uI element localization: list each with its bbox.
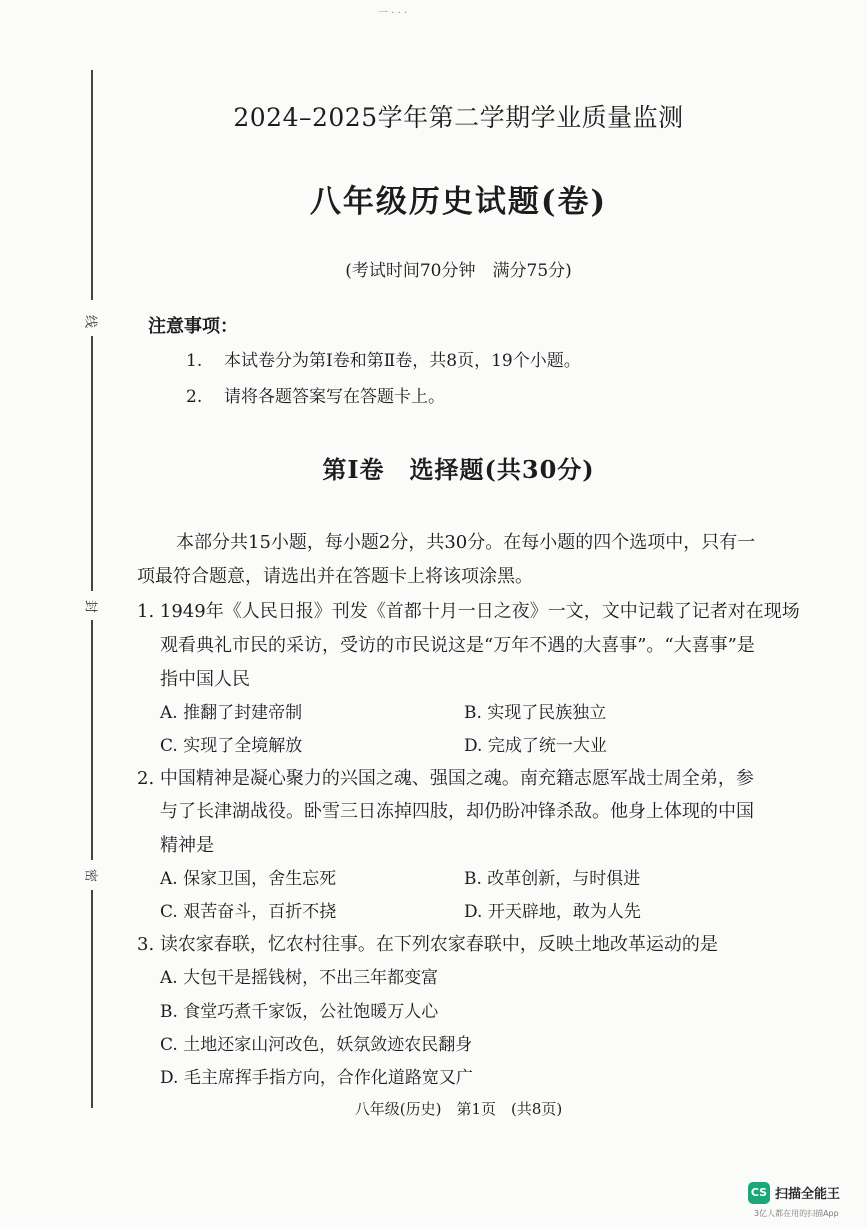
question-2-stem-line: 精神是 [160,835,214,856]
binding-char-feng: 封 [83,599,102,615]
notice-item-text: 本试卷分为第Ⅰ卷和第Ⅱ卷，共8页，19个小题。 [224,351,581,371]
notice-item-text: 请将各题答案写在答题卡上。 [224,387,445,407]
binding-char-mi: 密 [83,868,102,884]
question-1-option-b: B. 实现了民族独立 [464,703,607,723]
scanner-tagline: 3亿人都在用的扫描App [754,1209,839,1218]
notice-item [186,382,445,407]
question-1-stem-line: 1. 1949年《人民日报》刊发《首都十月一日之夜》一文，文中记载了记者对在现场 [137,601,800,622]
question-3-option-a: A. 大包干是摇钱树，不出三年都变富 [160,968,439,988]
question-2-option-b: B. 改革创新，与时俱进 [464,869,641,889]
scanner-watermark [748,1180,858,1220]
question-2-option-a: A. 保家卫国，舍生忘死 [160,869,337,889]
exam-subject-title: 八年级历史试题(卷) [309,184,608,220]
question-1-stem-line: 指中国人民 [160,669,250,690]
scanner-app-name: 扫描全能王 [775,1187,841,1202]
question-2-stem-line: 与了长津湖战役。卧雪三日冻掉四肢，却仍盼冲锋杀敌。他身上体现的中国 [160,801,754,822]
section-intro-line: 本部分共15小题，每小题2分，共30分。在每小题的四个选项中，只有一 [176,532,756,553]
binding-line [91,890,93,1108]
notice-heading: 注意事项： [148,316,238,337]
page-footer: 八年级(历史) 第1页 (共8页) [354,1100,563,1118]
notice-item-number: 1. [186,351,203,371]
exam-period-title: 2024–2025学年第二学期学业质量监测 [233,103,684,132]
question-2-option-c: C. 艰苦奋斗，百折不挠 [160,902,337,922]
question-1-option-d: D. 完成了统一大业 [464,736,607,756]
exam-info: (考试时间70分钟 满分75分) [345,261,572,281]
question-3-option-d: D. 毛主席挥手指方向，合作化道路宽又广 [160,1068,473,1088]
question-2-stem-line: 2. 中国精神是凝心聚力的兴国之魂、强国之魂。南充籍志愿军战士周全弟，参 [137,768,754,789]
section-intro-line: 项最符合题意，请选出并在答题卡上将该项涂黑。 [137,566,533,587]
question-1-option-a: A. 推翻了封建帝制 [160,703,303,723]
question-2-option-d: D. 开天辟地，敢为人先 [464,902,641,922]
question-3-option-c: C. 土地还家山河改色，妖氛敛迹农民翻身 [160,1035,473,1055]
section-title: 第Ⅰ卷 选择题(共30分) [322,455,595,484]
question-3-stem-line: 3. 读农家春联，忆农村往事。在下列农家春联中，反映土地改革运动的是 [137,934,718,955]
binding-char-xian: 线 [83,314,102,330]
question-3-option-b: B. 食堂巧煮千家饭，公社饱暖万人心 [160,1002,439,1022]
question-1-option-c: C. 实现了全境解放 [160,736,303,756]
binding-line [91,620,93,860]
notice-item-number: 2. [186,387,203,407]
camscanner-logo-icon: CS [748,1182,770,1204]
top-mark: 一 · · · [378,8,408,19]
notice-item [186,346,581,371]
question-1-stem-line: 观看典礼市民的采访，受访的市民说这是“万年不遇的大喜事”。“大喜事”是 [160,635,755,656]
